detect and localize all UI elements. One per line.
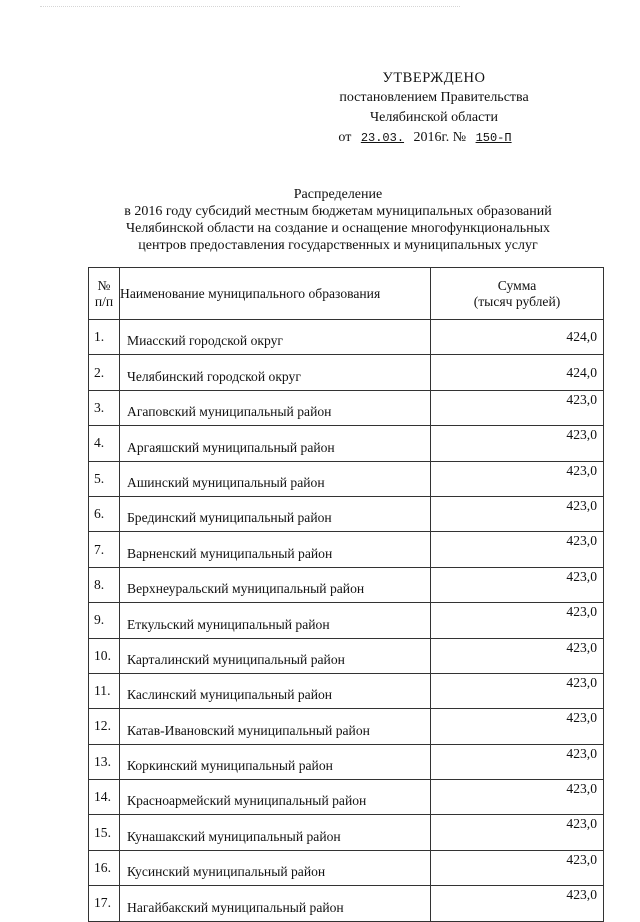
row-sum: 423,0 — [431, 390, 604, 425]
table-row — [89, 355, 604, 390]
table-row — [89, 567, 604, 602]
row-number: 13. — [89, 744, 120, 779]
table-row — [89, 780, 604, 815]
title-line-2: в 2016 году субсидий местным бюджетам муниципальных образований — [124, 204, 552, 219]
row-number: 10. — [89, 638, 120, 673]
row-number: 15. — [89, 815, 120, 850]
row-name: Аргаяшский муниципальный район — [120, 426, 431, 461]
header-number-abbr: п/п — [94, 293, 114, 309]
table-row — [89, 744, 604, 779]
approval-line-1: постановлением Правительства — [339, 90, 529, 105]
row-number: 2. — [89, 355, 120, 390]
row-sum: 423,0 — [431, 461, 604, 496]
approval-date-line — [314, 128, 554, 148]
table-row — [89, 390, 604, 425]
row-name: Еткульский муниципальный район — [120, 603, 431, 638]
table-row — [89, 638, 604, 673]
row-sum: 424,0 — [431, 320, 604, 355]
header-number-symbol: № — [97, 277, 111, 293]
row-sum: 423,0 — [431, 673, 604, 708]
table-header-row — [89, 268, 604, 320]
distribution-table — [88, 267, 604, 922]
header-sum-title: Сумма — [497, 277, 537, 293]
row-name: Нагайбакский муниципальный район — [120, 886, 431, 921]
row-sum: 423,0 — [431, 886, 604, 921]
row-sum: 423,0 — [431, 603, 604, 638]
table-body — [89, 320, 604, 922]
header-number — [89, 268, 120, 320]
row-number: 14. — [89, 780, 120, 815]
scan-artifact-line — [40, 6, 460, 8]
row-sum: 423,0 — [431, 567, 604, 602]
header-name: Наименование муниципального образования — [120, 268, 431, 320]
row-number: 3. — [89, 390, 120, 425]
row-name: Коркинский муниципальный район — [120, 744, 431, 779]
row-name: Ашинский муниципальный район — [120, 461, 431, 496]
table-row — [89, 886, 604, 921]
row-sum: 423,0 — [431, 815, 604, 850]
row-number: 4. — [89, 426, 120, 461]
table-row — [89, 603, 604, 638]
approval-title: УТВЕРЖДЕНО — [382, 70, 486, 86]
row-name: Каслинский муниципальный район — [120, 673, 431, 708]
row-sum: 423,0 — [431, 744, 604, 779]
title-line-1: Распределение — [293, 187, 383, 202]
title-line-3: Челябинской области на создание и оснащение многофункциональных — [126, 221, 550, 236]
row-number: 5. — [89, 461, 120, 496]
table-row — [89, 709, 604, 744]
row-name: Карталинский муниципальный район — [120, 638, 431, 673]
approval-year-number-label: 2016г. № — [413, 130, 467, 145]
row-name: Кунашакский муниципальный район — [120, 815, 431, 850]
title-line-4: центров предоставления государственных и муниципальных услуг — [138, 238, 538, 253]
row-name: Катав-Ивановский муниципальный район — [120, 709, 431, 744]
row-number: 7. — [89, 532, 120, 567]
row-sum: 423,0 — [431, 709, 604, 744]
table-row — [89, 426, 604, 461]
row-number: 1. — [89, 320, 120, 355]
row-name: Миасский городской округ — [120, 320, 431, 355]
row-sum: 423,0 — [431, 532, 604, 567]
row-name: Брединский муниципальный район — [120, 496, 431, 531]
table-row — [89, 850, 604, 885]
table-row — [89, 532, 604, 567]
approval-date: 23.03. — [360, 131, 405, 145]
row-sum: 423,0 — [431, 638, 604, 673]
table-row — [89, 815, 604, 850]
row-sum: 423,0 — [431, 496, 604, 531]
table-row — [89, 673, 604, 708]
row-sum: 423,0 — [431, 780, 604, 815]
approval-block — [314, 68, 554, 148]
table-row — [89, 320, 604, 355]
row-name: Агаповский муниципальный район — [120, 390, 431, 425]
row-name: Челябинский городской округ — [120, 355, 431, 390]
row-name: Варненский муниципальный район — [120, 532, 431, 567]
date-prefix: от — [338, 130, 352, 145]
row-number: 9. — [89, 603, 120, 638]
row-number: 17. — [89, 886, 120, 921]
header-sum — [431, 268, 604, 320]
row-number: 16. — [89, 850, 120, 885]
row-sum: 423,0 — [431, 850, 604, 885]
row-sum: 423,0 — [431, 426, 604, 461]
row-name: Красноармейский муниципальный район — [120, 780, 431, 815]
row-number: 6. — [89, 496, 120, 531]
row-name: Верхнеуральский муниципальный район — [120, 567, 431, 602]
table-row — [89, 496, 604, 531]
document-title — [88, 186, 588, 254]
approval-line-2: Челябинской области — [370, 110, 498, 125]
row-name: Кусинский муниципальный район — [120, 850, 431, 885]
row-number: 11. — [89, 673, 120, 708]
table-row — [89, 461, 604, 496]
row-number: 8. — [89, 567, 120, 602]
approval-number: 150-П — [475, 131, 512, 145]
row-sum: 424,0 — [431, 355, 604, 390]
row-number: 12. — [89, 709, 120, 744]
header-sum-unit: (тысяч рублей) — [473, 293, 561, 309]
